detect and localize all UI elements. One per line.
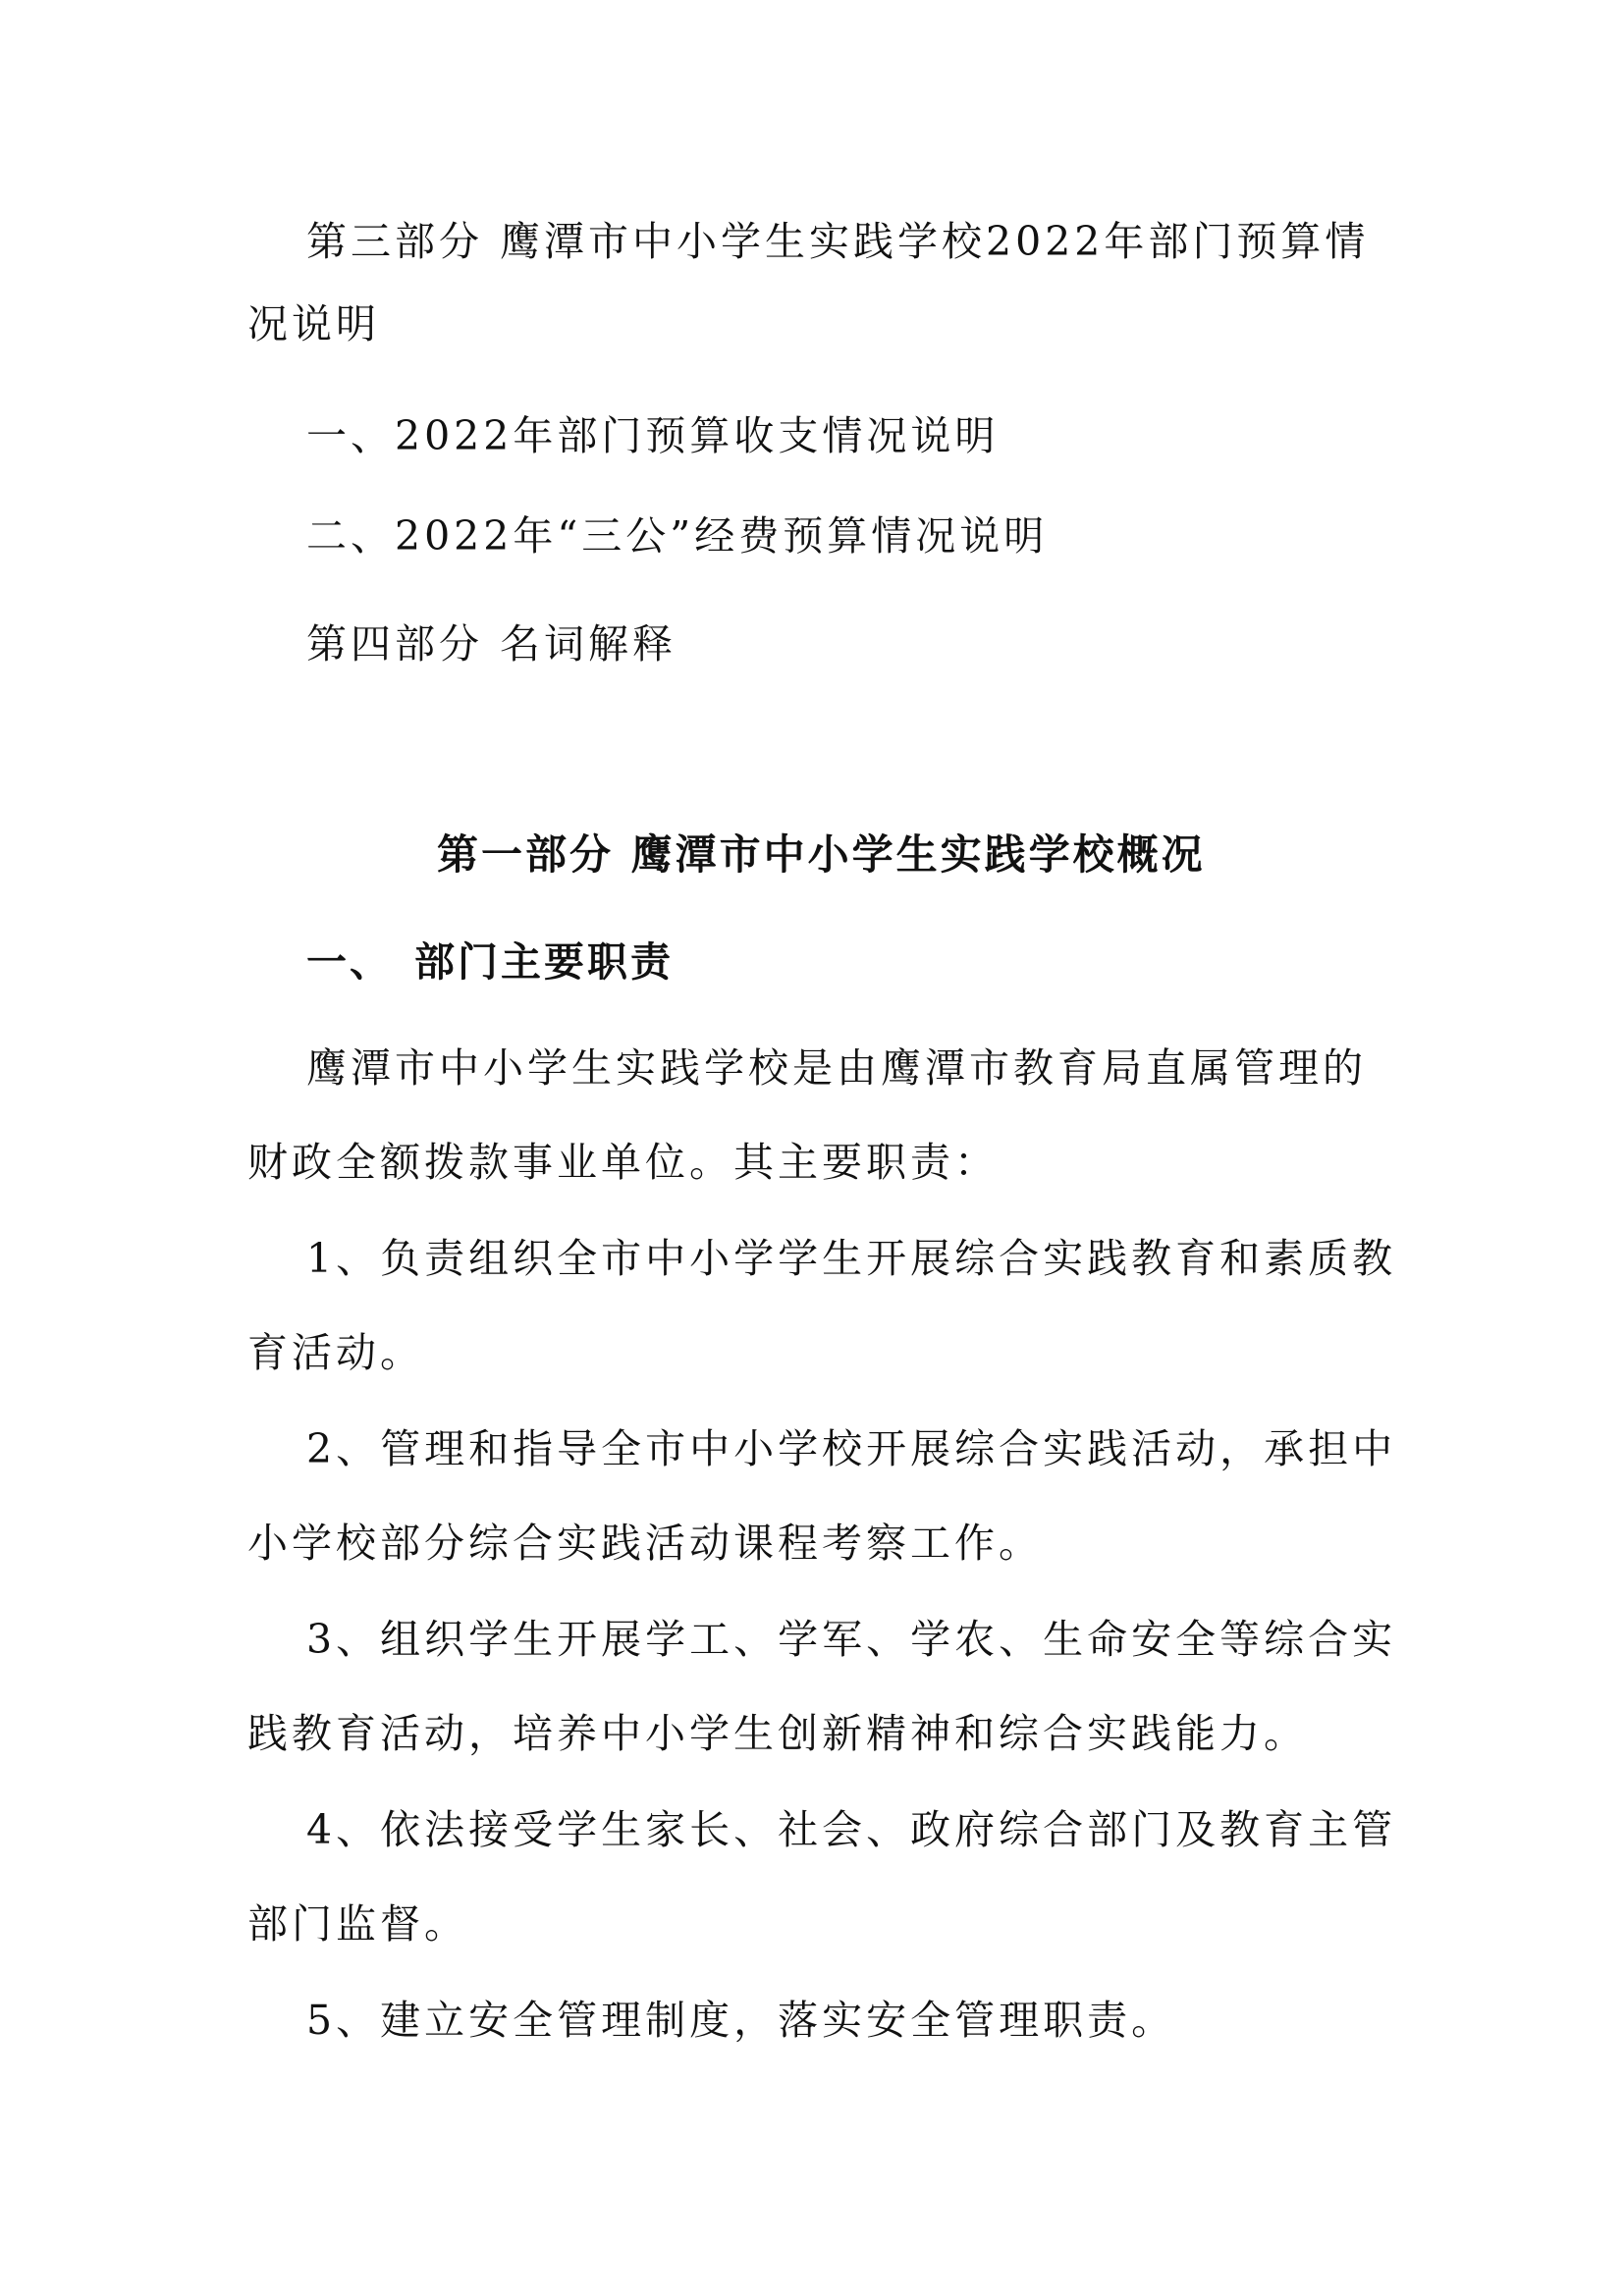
toc-item-2: 二、2022年“三公”经费预算情况说明 [306, 512, 1049, 560]
duty-1-line-1: 1、负责组织全市中小学学生开展综合实践教育和素质教 [306, 1235, 1397, 1282]
duty-1-line-2: 育活动。 [247, 1329, 424, 1376]
section-heading-number: 一、 [306, 938, 393, 986]
toc-part4: 第四部分 名词解释 [306, 620, 677, 667]
duty-3-line-1: 3、组织学生开展学工、学军、学农、生命安全等综合实 [306, 1616, 1397, 1663]
intro-line-1: 鹰潭市中小学生实践学校是由鹰潭市教育局直属管理的 [306, 1044, 1367, 1092]
toc-part3-line2: 况说明 [247, 300, 380, 347]
toc-part3-line1: 第三部分 鹰潭市中小学生实践学校2022年部门预算情 [306, 218, 1370, 265]
duty-2-line-1: 2、管理和指导全市中小学校开展综合实践活动，承担中 [306, 1425, 1397, 1472]
intro-line-2: 财政全额拨款事业单位。其主要职责： [247, 1139, 999, 1186]
duty-5-line: 5、建立安全管理制度，落实安全管理职责。 [306, 1997, 1176, 2044]
duty-3-line-2: 践教育活动，培养中小学生创新精神和综合实践能力。 [247, 1710, 1308, 1757]
duty-4-line-2: 部门监督。 [247, 1900, 468, 1948]
toc-item-1: 一、2022年部门预算收支情况说明 [306, 412, 1000, 459]
section-heading-text: 部门主要职责 [414, 938, 674, 986]
section-title: 第一部分 鹰潭市中小学生实践学校概况 [437, 830, 1206, 879]
section-heading [306, 938, 674, 986]
duty-4-line-1: 4、依法接受学生家长、社会、政府综合部门及教育主管 [306, 1806, 1397, 1853]
duty-2-line-2: 小学校部分综合实践活动课程考察工作。 [247, 1520, 1043, 1567]
